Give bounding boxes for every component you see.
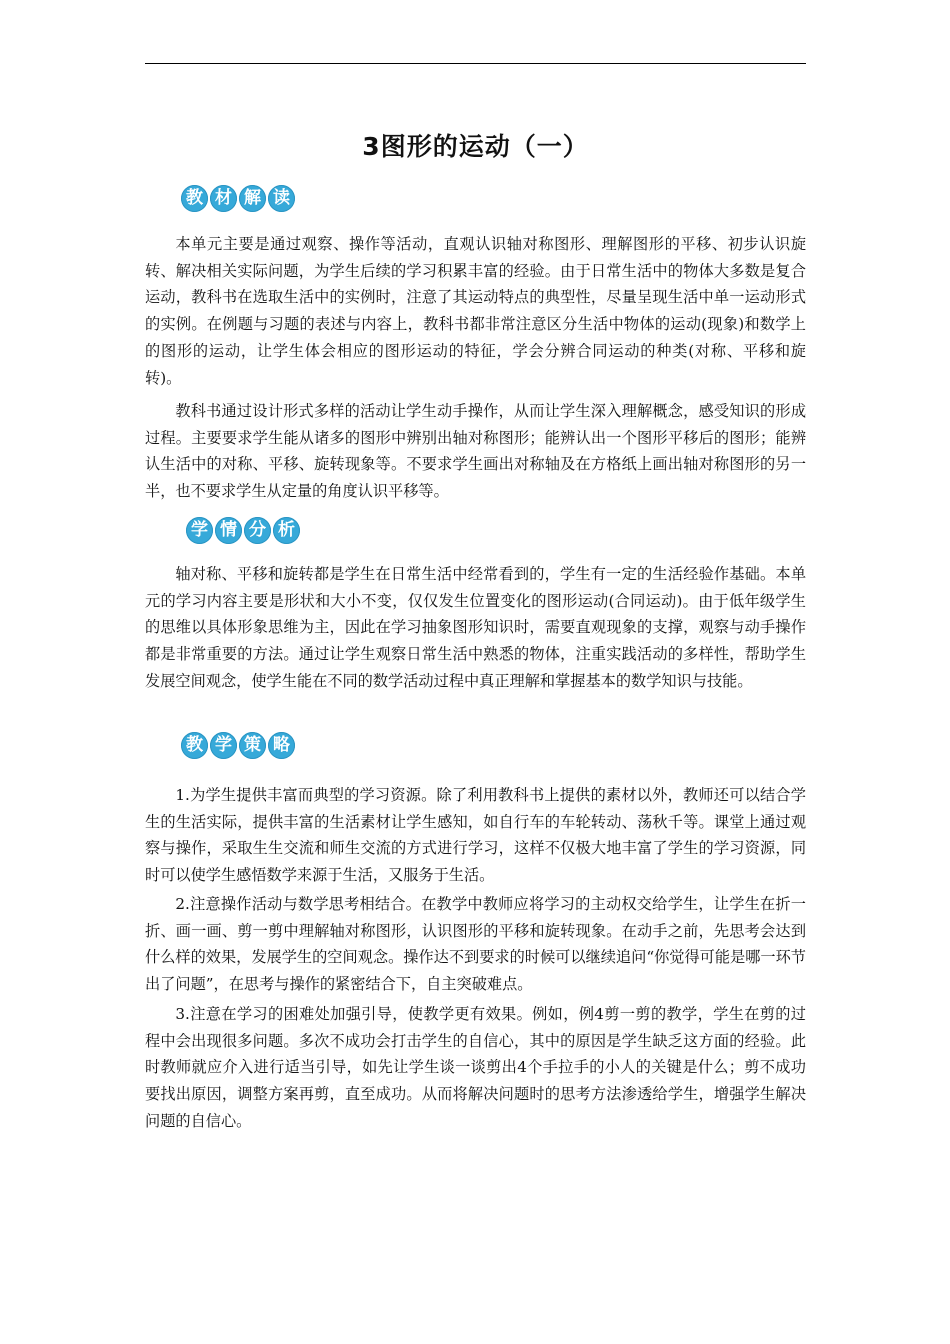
paragraph-analysis-1: 轴对称、平移和旋转都是学生在日常生活中经常看到的，学生有一定的生活经验作基础。本单元的学习内容主要是形状和大小不变，仅仅发生位置变化的图形运动(合同运动)。由于低年级学生的思维以具体形象思维为主，因此在学习抽象图形知识时，需要直观现象的支撑，观察与动手操作都是非常重要的方法。通过让学生观察日常生活中熟悉的物体，注重实践活动的多样性，帮助学生发展空间观念，使学生能在不同的数学活动过程中真正理解和掌握基本的数学知识与技能。 (145, 565, 806, 690)
badge-char: 学 (210, 732, 237, 759)
badge-char: 教 (181, 185, 208, 212)
section-badge-strategy (181, 732, 295, 759)
badge-char: 析 (273, 517, 300, 544)
badge-char: 策 (239, 732, 266, 759)
badge-char: 学 (186, 517, 213, 544)
section-badge-reading (181, 185, 295, 212)
paragraph-strategy-3: 3.注意在学习的困难处加强引导，使教学更有效果。例如，例4剪一剪的教学，学生在剪的过程中会出现很多问题。多次不成功会打击学生的自信心，其中的原因是学生缺乏这方面的经验。此时教师就应介入进行适当引导，如先让学生谈一谈剪出4个手拉手的小人的关键是什么；剪不成功要找出原因，调整方案再剪，直至成功。从而将解决问题时的思考方法渗透给学生，增强学生解决问题的自信心。 (145, 1005, 806, 1130)
paragraph-reading-2: 教科书通过设计形式多样的活动让学生动手操作，从而让学生深入理解概念，感受知识的形成过程。主要要求学生能从诸多的图形中辨别出轴对称图形；能辨认出一个图形平移后的图形；能辨认生活中的对称、平移、旋转现象等。不要求学生画出对称轴及在方格纸上画出轴对称图形的另一半，也不要求学生从定量的角度认识平移等。 (145, 402, 806, 501)
badge-char: 教 (181, 732, 208, 759)
badge-char: 分 (244, 517, 271, 544)
badge-char: 情 (215, 517, 242, 544)
section-badge-analysis (186, 517, 300, 544)
header-rule (145, 63, 806, 64)
paragraph-strategy-2: 2.注意操作活动与数学思考相结合。在教学中教师应将学习的主动权交给学生，让学生在折一折、画一画、剪一剪中理解轴对称图形，认识图形的平移和旋转现象。在动手之前，先思考会达到什么样的效果，发展学生的空间观念。操作达不到要求的时候可以继续追问“你觉得可能是哪一环节出了问题”，在思考与操作的紧密结合下，自主突破难点。 (145, 895, 806, 994)
badge-char: 略 (268, 732, 295, 759)
paragraph-reading-1: 本单元主要是通过观察、操作等活动，直观认识轴对称图形、理解图形的平移、初步认识旋转、解决相关实际问题，为学生后续的学习积累丰富的经验。由于日常生活中的物体大多数是复合运动，教科书在选取生活中的实例时，注意了其运动特点的典型性，尽量呈现生活中单一运动形式的实例。在例题与习题的表述与内容上，教科书都非常注意区分生活中物体的运动(现象)和数学上的图形的运动，让学生体会相应的图形运动的特征，学会分辨合同运动的种类(对称、平移和旋转)。 (145, 235, 806, 387)
page-title: 3图形的运动（一） (362, 132, 589, 161)
paragraph-strategy-1: 1.为学生提供丰富而典型的学习资源。除了利用教科书上提供的素材以外，教师还可以结合学生的生活实际，提供丰富的生活素材让学生感知，如自行车的车轮转动、荡秋千等。课堂上通过观察与操作，采取生生交流和师生交流的方式进行学习，这样不仅极大地丰富了学生的学习资源，同时可以使学生感悟数学来源于生活，又服务于生活。 (145, 786, 806, 885)
badge-char: 解 (239, 185, 266, 212)
badge-char: 读 (268, 185, 295, 212)
badge-char: 材 (210, 185, 237, 212)
